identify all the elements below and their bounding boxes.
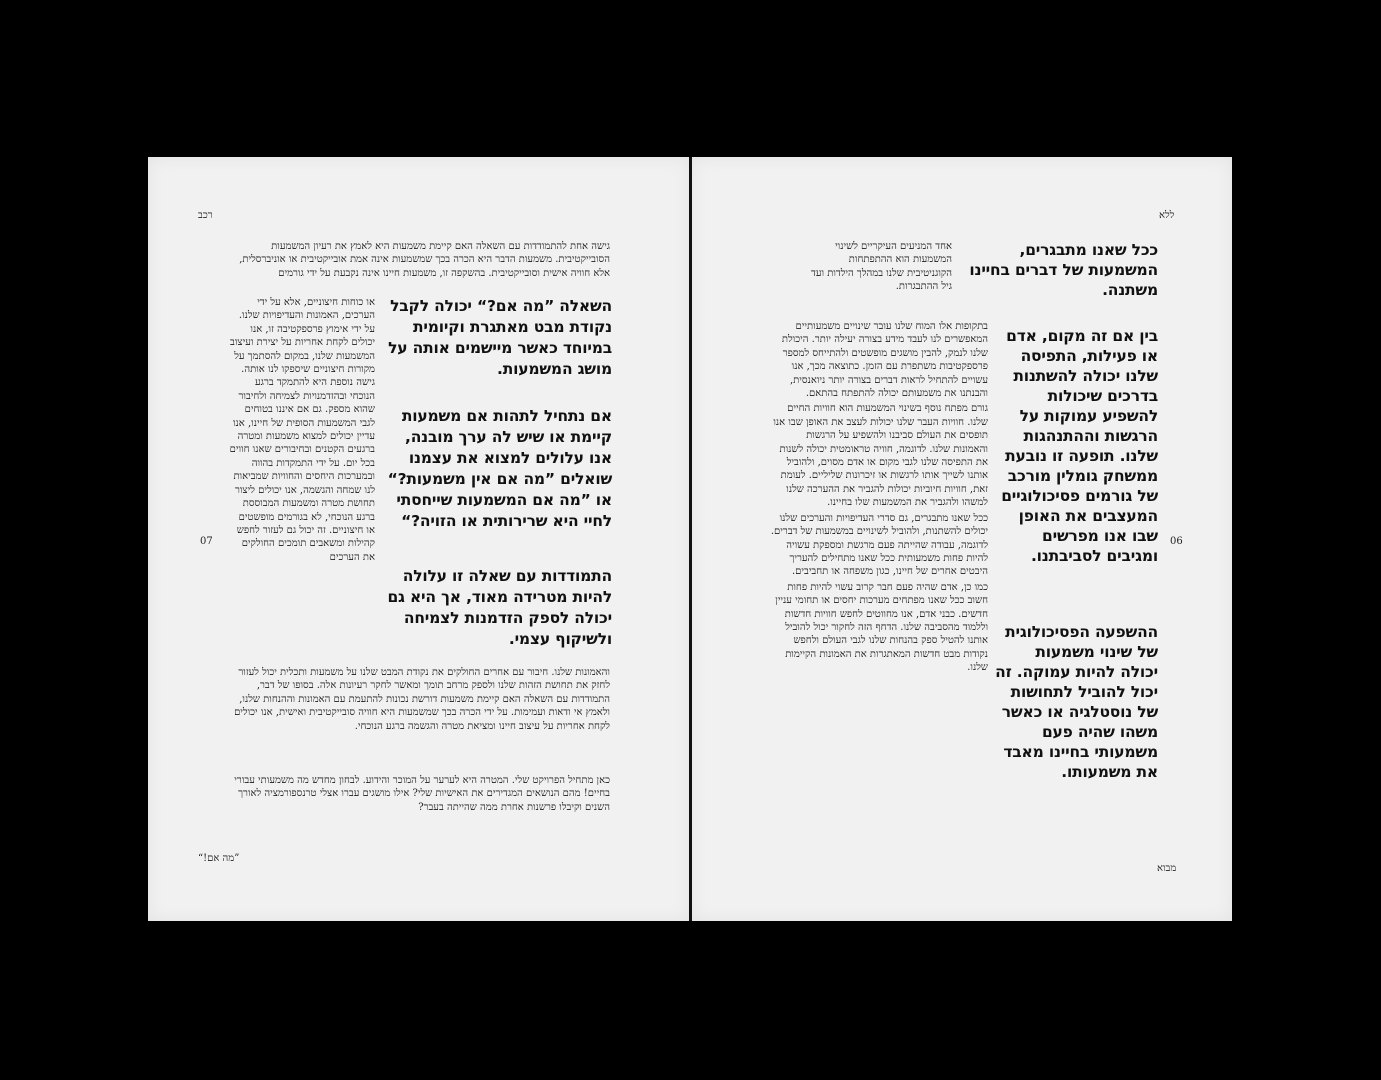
left-continuation-text: והאמונות שלנו. חיבור עם אחרים החולקים את נקודת המבט שלנו על משמעות ותכלית יכול לעזור לחזק את תחושת הזהות שלנו ולספק מרחב תומך ומאשר לחקר רעיונות אלה. בסופו של דבר, התמודדות עם השאלה האם קיימת משמעות דורשת נכונות להתעמת עם האמונות וההנחות שלנו, ולאמץ אי ודאות ועמימות. על ידי הכרה בכך שמשמעות היא חוויה סובייקטיבית ואישית, אנו יכולים לקחת אחריות על עיצוב חיינו ומציאת מטרה והגשמה ברגע הנוכחי. xyxy=(234,667,610,732)
right-top-text: אחד המניעים העיקריים לשינוי המשמעות הוא ההתפתחות הקוגניטיבית שלנו במהלך הילדות ועד גיל ההתבגרות. xyxy=(811,241,952,293)
left-pull-quote-3: התמודדות עם שאלה זו עלולה להיות מטרידה מאוד, אך היא גם יכולה לספק הזדמנות לצמיחה ולשיקוף עצמי. xyxy=(387,567,612,648)
left-running-head: רכב xyxy=(198,210,213,221)
left-footer: ”מה אם!“ xyxy=(198,853,240,864)
left-intro-text: גישה אחת להתמודדות עם השאלה האם קיימת משמעות היא לאמץ את רעיון המשמעות הסובייקטיבית. משמעות הדבר היא הכרה בכך שמשמעות אינה אמת אובייקטיבית או אוניברסלית, אלא חוויה אישית וסובייקטיבית. בהשקפה זו, משמעות חיינו אינה נקבעת על ידי גורמים xyxy=(239,241,610,279)
right-paragraph-1: בתקופות אלו המוח שלנו עובר שינויים משמעותיים המאפשרים לנו לעבד מידע בצורה יעילה יותר. היכולת שלנו לנמק, להבין מושגים מופשטים ולהתייחס למספר פרספקטיבות משתפרת עם הזמן. כתוצאה מכך, אנו עשויים להתחיל לראות דברים בצורה יותר ניואנסית, והבנתנו את משמעותם יכולה להתפתח בהתאם. xyxy=(781,321,988,400)
left-pull-quote-1: השאלה ”מה אם?“ יכולה לקבל נקודת מבט מאתגרת וקיומית במיוחד כאשר מיישמים אותה על מושג המשמעות. xyxy=(388,297,612,378)
right-pull-quote-1: ככל שאנו מתבגרים, המשמעות של דברים בחיינו משתנה. xyxy=(969,241,1158,299)
left-pull-quote-2: אם נתחיל לתהות אם משמעות קיימת או שיש לה ערך מובנה, אנו עלולים למצוא את עצמנו שואלים ”מה אם אין משמעות?“ או ”מה אם המשמעות שייחסתי לחיי היא שרירותית או הזויה?“ xyxy=(387,407,612,530)
right-paragraph-4: כמו כן, אדם שהיה פעם חבר קרוב עשוי להיות פחות חשוב ככל שאנו מפתחים מערכות יחסים או תחומי עניין חדשים. כבני אדם, אנו מחווטים לחפש חוויות חדשות וללמוד מהסביבה שלנו. הדחף הזה לחקור יכול להוביל אותנו להטיל ספק בהנחות שלנו לגבי העולם ולחפש נקודות מבט חדשות המאתגרות את האמונות הקיימות שלנו. xyxy=(775,581,988,674)
left-page-number: 07 xyxy=(200,536,213,547)
right-running-head: ללא xyxy=(1159,210,1175,221)
right-paragraph-2: גורם מפתח נוסף בשינוי המשמעות הוא חוויות החיים שלנו. חוויות העבר שלנו יכולות לעצב את האופן שבו אנו תופסים את העולם סביבנו ולהשפיע על הרגשות והאמונות שלנו. לדוגמה, חוויה טראומטית יכולה לשנות את התפיסה שלנו לגבי מקום או אדם מסוים, ולהוביל אותנו לשייך אותו לרגשות או זיכרונות שליליים. לעומת זאת, חוויות חיוביות יכולות להגביר את ההערכה שלנו למשהו ולהגביר את המשמעות שלו בחיינו. xyxy=(773,403,988,509)
right-page-number: 06 xyxy=(1170,536,1183,547)
right-main-text xyxy=(770,320,988,675)
right-footer: מבוא xyxy=(1157,863,1177,874)
left-closing-text: כאן מתחיל הפרויקט שלי. המטרה היא לערער על המוכר והידוע. לבחון מחדש מה משמעותי עבורי בחיים! מהם הנושאים המגדירים את האישיות שלי? אילו מושגים עברו אצלי טרנספורמציה לאורך השנים וקיבלו פרשנות אחרת ממה שהייתה בעבר? xyxy=(234,775,610,813)
left-column-text: או כוחות חיצוניים, אלא על ידי הערכים, האמונות והעדיפויות שלנו. על ידי אימוץ פרספקטיבה זו, אנו יכולים לקחת אחריות על יצירת ועיצוב המשמעות שלנו, במקום להסתמך על מקורות חיצוניים שיספקו לנו אותה. גישה נוספת היא להתמקד ברגע הנוכחי ובהזדמנויות לצמיחה ולחיבור שהוא מספק. גם אם איננו בטוחים לגבי המשמעות הסופית של חיינו, אנו עדיין יכולים למצוא משמעות ומטרה ברגעים הקטנים ובחיבורים שאנו חווים בכל יום. על ידי התמקדות בהווה ובמערכות היחסים והחוויות שמביאות לנו שמחה והגשמה, אנו יכולים ליצור תחושת מטרה ומשמעות המבוססת ברגע הנוכחי, לא בגורמים מופשטים או חיצוניים. זה יכול גם לעזור לחפש קהילות ומשאבים תומכים החולקים את הערכים xyxy=(229,297,375,563)
right-paragraph-3: ככל שאנו מתבגרים, גם סדרי העדיפויות והערכים שלנו יכולים להשתנות, ולהוביל לשינויים במשמעות של דברים. לדוגמה, עבודה שהייתה פעם מרגשת ומספקת עשויה להיות פחות משמעותית ככל שאנו מתחילים להעריך היבטים אחרים של חיינו, כגון משפחה או תחביבים. xyxy=(770,512,988,578)
right-pull-quote-3: ההשפעה הפסיכולוגית של שינוי משמעות יכולה להיות עמוקה. זה יכול להוביל לתחושות של נוסטלגיה או כאשר משהו שהיה פעם משמעותי בחיינו מאבד את משמעותו. xyxy=(995,623,1158,781)
right-pull-quote-2: בין אם זה מקום, אדם או פעילות, התפיסה שלנו יכולה להשתנות בדרכים שיכולות להשפיע עמוקות על הרגשות וההתנהגות שלנו. תופעה זו נובעת ממשחק גומלין מורכב של גורמים פסיכולוגיים המעצבים את האופן שבו אנו מפרשים ומגיבים לסביבתנו. xyxy=(1001,327,1158,565)
